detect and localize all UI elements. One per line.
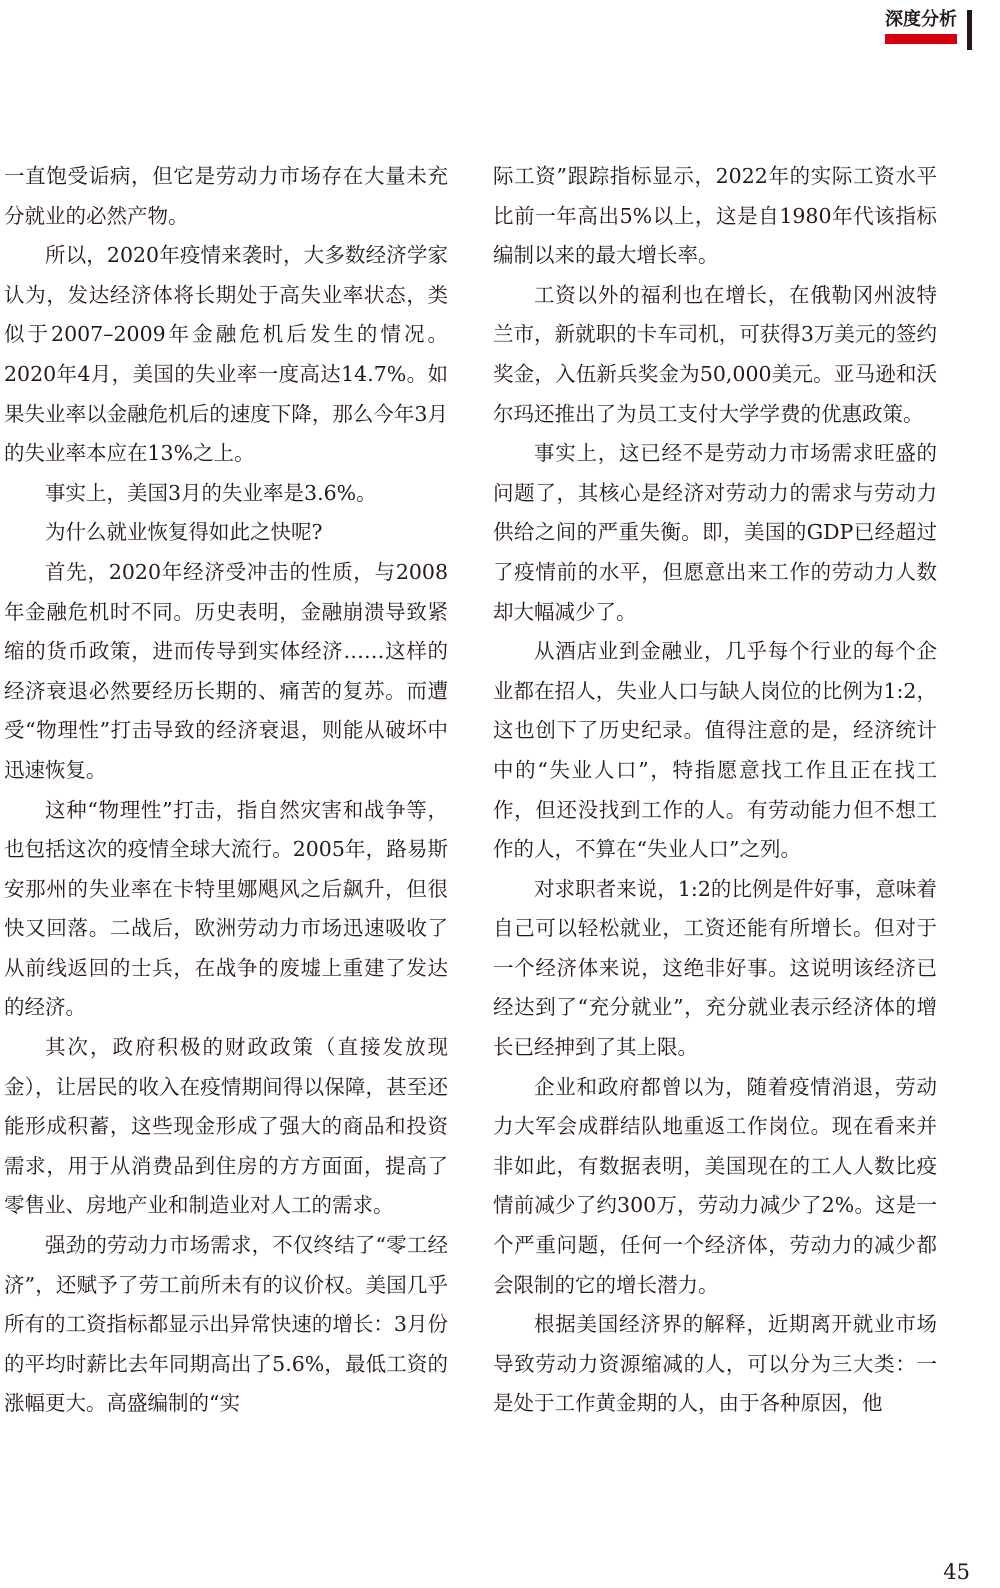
paragraph: 从酒店业到金融业，几乎每个行业的每个企业都在招人，失业人口与缺人岗位的比例为1:2，这也创下了历史纪录。值得注意的是，经济统计中的“失业人口”，特指愿意找工作且正在找工作，但还没找到工作的人。有劳动能力但不想工作的人，不算在“失业人口”之列。 xyxy=(493,639,937,862)
paragraph: 事实上，这已经不是劳动力市场需求旺盛的问题了，其核心是经济对劳动力的需求与劳动力供给之间的严重失衡。即，美国的GDP已经超过了疫情前的水平，但愿意出来工作的劳动力人数却大幅减少了。 xyxy=(493,441,937,624)
paragraph: 首先，2020年经济受冲击的性质，与2008年金融危机时不同。历史表明，金融崩溃导致紧缩的货币政策，进而传导到实体经济……这样的经济衰退必然要经历长期的、痛苦的复苏。而遭受“物理性”打击导致的经济衰退，则能从破坏中迅速恢复。 xyxy=(4,559,448,782)
section-tag-underline xyxy=(885,34,957,44)
paragraph: 这种“物理性”打击，指自然灾害和战争等，也包括这次的疫情全球大流行。2005年，路易斯安那州的失业率在卡特里娜飓风之后飙升，但很快又回落。二战后，欧洲劳动力市场迅速吸收了从前线返回的士兵，在战争的废墟上重建了发达的经济。 xyxy=(4,797,448,1020)
paragraph: 根据美国经济界的解释，近期离开就业市场导致劳动力资源缩减的人，可以分为三大类：一是处于工作黄金期的人，由于各种原因，他 xyxy=(493,1312,937,1416)
page-number: 45 xyxy=(943,1560,970,1584)
paragraph: 强劲的劳动力市场需求，不仅终结了“零工经济”，还赋予了劳工前所未有的议价权。美国几乎所有的工资指标都显示出异常快速的增长：3月份的平均时薪比去年同期高出了5.6%，最低工资的涨幅更大。高盛编制的“实 xyxy=(4,1233,448,1416)
paragraph: 工资以外的福利也在增长，在俄勒冈州波特兰市，新就职的卡车司机，可获得3万美元的签约奖金，入伍新兵奖金为50,000美元。亚马逊和沃尔玛还推出了为员工支付大学学费的优惠政策。 xyxy=(493,282,937,426)
paragraph: 际工资”跟踪指标显示，2022年的实际工资水平比前一年高出5%以上，这是自1980年代该指标编制以来的最大增长率。 xyxy=(493,164,937,268)
section-tag: 深度分析 xyxy=(885,9,957,30)
paragraph: 对求职者来说，1:2的比例是件好事，意味着自己可以轻松就业，工资还能有所增长。但对于一个经济体来说，这绝非好事。这说明该经济已经达到了“充分就业”，充分就业表示经济体的增长已经抻到了其上限。 xyxy=(493,876,937,1060)
paragraph: 其次，政府积极的财政政策（直接发放现金），让居民的收入在疫情期间得以保障，甚至还能形成积蓄，这些现金形成了强大的商品和投资需求，用于从消费品到住房的方方面面，提高了零售业、房地产业和制造业对人工的需求。 xyxy=(4,1035,448,1218)
section-tag-bar xyxy=(967,10,972,50)
paragraph: 企业和政府都曾以为，随着疫情消退，劳动力大军会成群结队地重返工作岗位。现在看来并非如此，有数据表明，美国现在的工人人数比疫情前减少了约300万，劳动力减少了2%。这是一个严重问题，任何一个经济体，劳动力的减少都会限制的它的增长潜力。 xyxy=(493,1074,937,1297)
right-column xyxy=(493,157,937,1424)
paragraph: 所以，2020年疫情来袭时，大多数经济学家认为，发达经济体将长期处于高失业率状态，类似于2007–2009年金融危机后发生的情况。2020年4月，美国的失业率一度高达14.7%。如果失业率以金融危机后的速度下降，那么今年3月的失业率本应在13%之上。 xyxy=(4,243,448,466)
paragraph: 为什么就业恢复得如此之快呢? xyxy=(45,520,323,545)
paragraph: 一直饱受诟病，但它是劳动力市场存在大量未充分就业的必然产物。 xyxy=(4,164,448,228)
left-column xyxy=(4,157,448,1424)
paragraph: 事实上，美国3月的失业率是3.6%。 xyxy=(45,480,377,505)
